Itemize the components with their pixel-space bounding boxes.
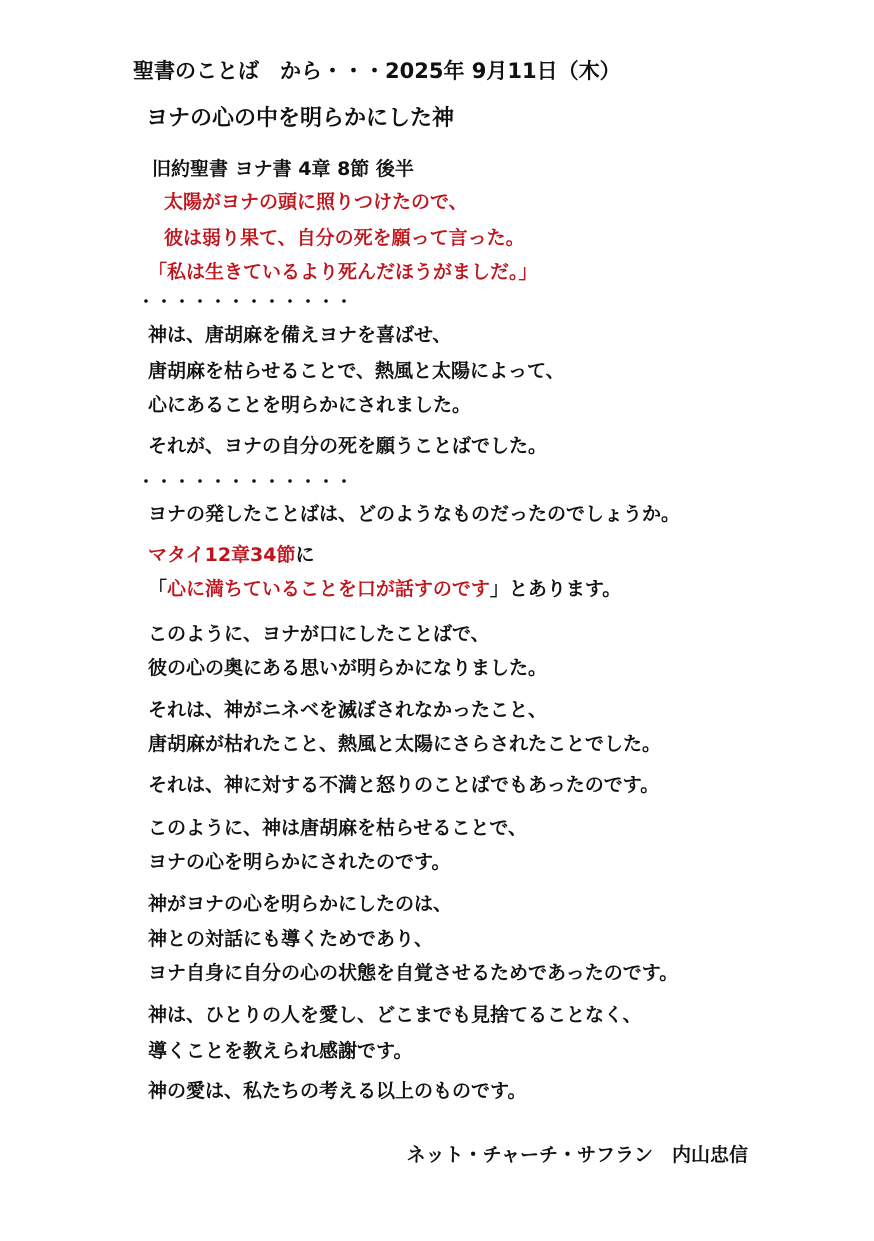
dotted-divider: ・・・・・・・・・・・・ — [138, 292, 355, 311]
paragraph-line: このように、ヨナが口にしたことばで、 — [148, 623, 490, 645]
matthew-reference-line — [148, 542, 315, 568]
paragraph-line: 神は、唐胡麻を備えヨナを喜ばせ、 — [148, 324, 452, 346]
paragraph-line: 神の愛は、私たちの考える以上のものです。 — [148, 1080, 527, 1102]
paragraph-line: それが、ヨナの自分の死を願うことばでした。 — [148, 435, 548, 457]
matthew-quote: 心に満ちていることを口が話すのです — [167, 578, 490, 600]
signature: ネット・チャーチ・サフラン 内山忠信 — [406, 1144, 748, 1166]
matthew-reference-suffix: に — [295, 544, 315, 566]
scripture-reference: 旧約聖書 ヨナ書 4章 8節 後半 — [152, 158, 414, 180]
paragraph-line: 神は、ひとりの人を愛し、どこまでも見捨てることなく、 — [148, 1004, 642, 1026]
paragraph-line: 唐胡麻が枯れたこと、熱風と太陽にさらされたことでした。 — [148, 733, 662, 755]
paragraph-line: このように、神は唐胡麻を枯らせることで、 — [148, 817, 528, 839]
paragraph-line: ヨナの心を明らかにされたのです。 — [148, 851, 451, 873]
page-header: 聖書のことば から・・・2025年 9月11日（木） — [133, 59, 621, 83]
verse-line: 太陽がヨナの頭に照りつけたので、 — [164, 191, 468, 213]
paragraph-line: ヨナの発したことばは、どのようなものだったのでしょうか。 — [148, 503, 681, 525]
paragraph-line: 彼の心の奥にある思いが明らかになりました。 — [148, 657, 548, 679]
dotted-divider: ・・・・・・・・・・・・ — [138, 472, 355, 491]
paragraph-line: 唐胡麻を枯らせることで、熱風と太陽によって、 — [148, 360, 565, 382]
quote-close: 」とあります。 — [489, 578, 622, 600]
paragraph-line: 神がヨナの心を明らかにしたのは、 — [148, 893, 453, 915]
paragraph-line: それは、神に対する不満と怒りのことばでもあったのです。 — [148, 774, 660, 796]
paragraph-line: 心にあることを明らかにされました。 — [148, 394, 472, 416]
paragraph-line: 導くことを教えられ感謝です。 — [148, 1040, 413, 1062]
matthew-quote-line — [148, 576, 621, 602]
paragraph-line: ヨナ自身に自分の心の状態を自覚させるためであったのです。 — [148, 962, 679, 984]
paragraph-line: それは、神がニネベを滅ぼされなかったこと、 — [148, 699, 548, 721]
page-title: ヨナの心の中を明らかにした神 — [146, 106, 455, 131]
verse-line: 「私は生きているより死んだほうがましだ。」 — [148, 261, 538, 283]
matthew-reference: マタイ12章34節 — [148, 544, 296, 566]
verse-line: 彼は弱り果て、自分の死を願って言った。 — [164, 227, 525, 249]
paragraph-line: 神との対話にも導くためであり、 — [148, 928, 434, 950]
quote-open: 「 — [148, 578, 168, 600]
